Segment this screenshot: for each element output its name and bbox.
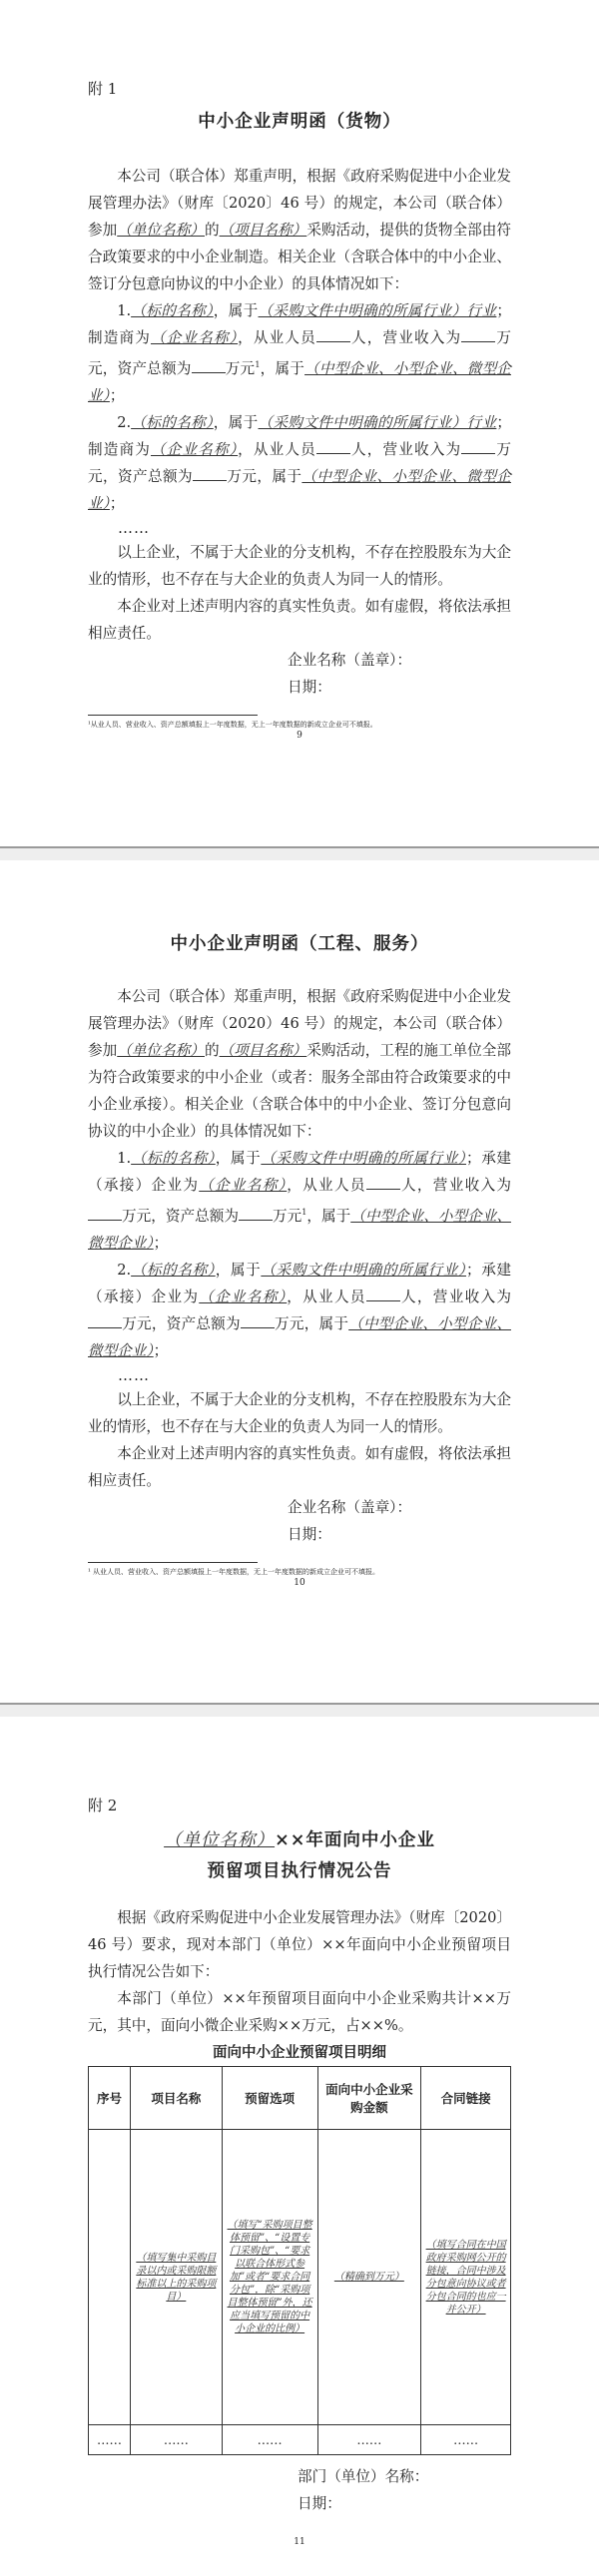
cell-amount: （精确到万元） bbox=[317, 2130, 421, 2425]
header-amount: 面向中小企业采购金额 bbox=[317, 2067, 421, 2130]
notice-title: （单位名称）××年面向中小企业 bbox=[164, 1830, 435, 1850]
header-reserve-option: 预留选项 bbox=[222, 2067, 317, 2130]
attachment-label: 附 2 bbox=[88, 1797, 118, 1814]
notice-subtitle: 预留项目执行情况公告 bbox=[207, 1861, 392, 1881]
signature-company: 企业名称（盖章）： bbox=[288, 1498, 412, 1516]
cell-dots: …… bbox=[421, 2425, 511, 2455]
header-project-name: 项目名称 bbox=[130, 2067, 222, 2130]
page-title: 中小企业声明函（工程、服务） bbox=[170, 934, 429, 954]
page-number: 11 bbox=[294, 2537, 305, 2547]
table-header-row bbox=[89, 2067, 511, 2130]
page-number: 9 bbox=[297, 730, 302, 741]
header-contract-link: 合同链接 bbox=[421, 2067, 511, 2130]
ellipsis: …… bbox=[118, 518, 150, 537]
signature-date: 日期： bbox=[288, 1525, 331, 1543]
enterprise-item-2: 2.（标的名称），属于（采购文件中明确的所属行业）；承建（承接）企业为（企业名称），从业人员 人，营业收入为万元，资产总额为 万元，属于（中型企业、小型企业、微型企业）； bbox=[88, 1261, 511, 1359]
signature-date: 日期： bbox=[298, 2495, 341, 2512]
footnote-rule bbox=[88, 715, 258, 716]
declaration-intro: 本公司（联合体）郑重声明，根据《政府采购促进中小企业发展管理办法》（财库（2020）46 号）的规定，本公司（联合体）参加（单位名称）的（项目名称）采购活动，工程的施工单位全部为符合政策要求的中小企业（或者：服务全部由符合政策要求的中小企业承接）。相关企业（含联合体中的中小企业、签订分包意向协议的中小企业）的具体情况如下： bbox=[88, 988, 511, 1140]
declaration-intro: 本公司（联合体）郑重声明，根据《政府采购促进中小企业发展管理办法》（财库〔2020〕46 号）的规定，本公司（联合体）参加（单位名称）的（项目名称）采购活动，提供的货物全部由符合政策要求的中小企业制造。相关企业（含联合体中的中小企业、签订分包意向协议的中小企业）的具体情况如下： bbox=[88, 168, 511, 292]
footnote-rule bbox=[88, 1562, 258, 1563]
page-2 bbox=[0, 860, 599, 1703]
cell-dots: …… bbox=[317, 2425, 421, 2455]
table-row bbox=[89, 2130, 511, 2425]
cell-reserve-option: （填写“采购项目整体预留”、“设置专门采购包”、“要求以联合体形式参加”或者“要求合同分包”，除“采购项目整体预留”外，还应当填写预留的中小企业的比例） bbox=[222, 2130, 317, 2425]
notice-summary: 本部门（单位）××年预留项目面向中小企业采购共计××万元，其中，面向小微企业采购××万元，占××%。 bbox=[88, 1990, 511, 2034]
table-row bbox=[89, 2425, 511, 2455]
page-1 bbox=[0, 0, 599, 846]
statement-paragraph: 以上企业，不属于大企业的分支机构，不存在控股股东为大企业的情形，也不存在与大企业的负责人为同一人的情形。 bbox=[88, 543, 511, 588]
header-index: 序号 bbox=[89, 2067, 131, 2130]
cell-dots: …… bbox=[130, 2425, 222, 2455]
page-number: 10 bbox=[294, 1577, 305, 1588]
responsibility-paragraph: 本企业对上述声明内容的真实性负责。如有虚假，将依法承担相应责任。 bbox=[88, 597, 511, 642]
page-title: 中小企业声明函（货物） bbox=[198, 112, 401, 132]
page-3 bbox=[0, 1717, 599, 2576]
attachment-label: 附 1 bbox=[88, 80, 118, 98]
cell-contract-link: （填写合同在中国政府采购网公开的链接，合同中涉及分包意向协议或者分包合同的也应一并公开） bbox=[421, 2130, 511, 2425]
notice-intro: 根据《政府采购促进中小企业发展管理办法》（财库〔2020〕46 号）要求，现对本部门（单位）××年面向中小企业预留项目执行情况公告如下： bbox=[88, 1909, 511, 1980]
enterprise-item-2: 2.（标的名称），属于（采购文件中明确的所属行业）行业；制造商为（企业名称），从业人员 人，营业收入为 万元，资产总额为 万元，属于（中型企业、小型企业、微型企业）； bbox=[88, 413, 511, 512]
enterprise-item-1: 1.（标的名称），属于（采购文件中明确的所属行业）行业；制造商为（企业名称），从业人员 人，营业收入为 万元，资产总额为 万元$^1$，属于（中型企业、小型企业、微型企业）； bbox=[88, 302, 511, 404]
table-title: 面向中小企业预留项目明细 bbox=[213, 2044, 386, 2061]
page-separator bbox=[0, 1703, 599, 1705]
ellipsis: …… bbox=[118, 1365, 150, 1384]
footnote: ¹从业人员、营业收入、资产总额填报上一年度数据，无上一年度数据的新成立企业可不填报。 bbox=[88, 720, 377, 729]
signature-company: 企业名称（盖章）： bbox=[288, 651, 412, 669]
enterprise-item-1: 1.（标的名称），属于（采购文件中明确的所属行业）；承建（承接）企业为（企业名称），从业人员 人，营业收入为万元，资产总额为 万元$^1$，属于（中型企业、小型企业、微型企业）； bbox=[88, 1150, 511, 1252]
cell-dots: …… bbox=[222, 2425, 317, 2455]
page-separator bbox=[0, 846, 599, 848]
responsibility-paragraph: 本企业对上述声明内容的真实性负责。如有虚假，将依法承担相应责任。 bbox=[88, 1444, 511, 1489]
signature-department: 部门（单位）名称： bbox=[298, 2468, 429, 2485]
cell-project-name: （填写集中采购目录以内或采购限额标准以上的采购项目） bbox=[130, 2130, 222, 2425]
cell-index bbox=[89, 2130, 131, 2425]
footnote: ¹ 从业人员、营业收入、资产总额填报上一年度数据，无上一年度数据的新成立企业可不填报。 bbox=[88, 1567, 380, 1576]
signature-date: 日期： bbox=[288, 678, 331, 696]
statement-paragraph: 以上企业，不属于大企业的分支机构，不存在控股股东为大企业的情形，也不存在与大企业的负责人为同一人的情形。 bbox=[88, 1390, 511, 1435]
cell-dots: …… bbox=[89, 2425, 131, 2455]
reserved-projects-table bbox=[88, 2066, 511, 2455]
